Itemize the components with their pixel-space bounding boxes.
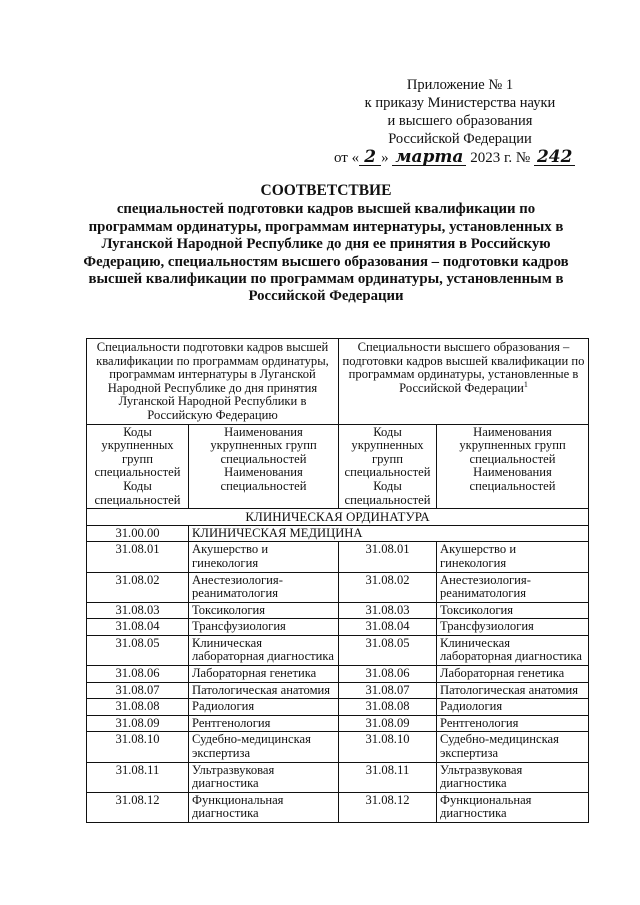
cell-name-rf: Патологическая анатомия bbox=[437, 682, 589, 699]
cell-code-lnr: 31.08.04 bbox=[87, 619, 189, 636]
table-row bbox=[87, 619, 589, 636]
heading-body: специальностей подготовки кадров высшей квалификации по программам ординатуры, программам интернатуры, установленных в Луганской Народной Республике до дня ее принятия в Российскую Федерацию, специальностям высшего образования – подготовки кадров высшей квалификации по программам ординатуры, установленным в Российской Федерации bbox=[83, 201, 569, 305]
cell-code-lnr: 31.08.03 bbox=[87, 602, 189, 619]
table-group-header-row bbox=[87, 339, 589, 425]
appendix-block bbox=[330, 76, 590, 148]
appendix-line: к приказу Министерства науки bbox=[364, 95, 556, 111]
cell-code-rf: 31.08.10 bbox=[339, 732, 437, 762]
cell-code-rf: 31.08.04 bbox=[339, 619, 437, 636]
section-row bbox=[87, 509, 589, 526]
cell-code-lnr: 31.08.02 bbox=[87, 572, 189, 602]
cell-code-lnr: 31.08.01 bbox=[87, 542, 189, 572]
order-year: 2023 г. № bbox=[470, 150, 531, 166]
cell-name-lnr: Ультразвуковая диагностика bbox=[189, 762, 339, 792]
order-date-number bbox=[334, 148, 604, 168]
table-row bbox=[87, 635, 589, 665]
cell-code-rf: 31.08.05 bbox=[339, 635, 437, 665]
correspondence-table bbox=[86, 338, 589, 823]
appendix-line: и высшего образования bbox=[387, 113, 533, 129]
group-name: КЛИНИЧЕСКАЯ МЕДИЦИНА bbox=[189, 525, 589, 542]
cell-name-lnr: Токсикология bbox=[189, 602, 339, 619]
cell-code-rf: 31.08.01 bbox=[339, 542, 437, 572]
cell-name-rf: Токсикология bbox=[437, 602, 589, 619]
group-header-right bbox=[339, 339, 589, 425]
table-body bbox=[87, 542, 589, 823]
cell-name-lnr: Лабораторная генетика bbox=[189, 666, 339, 683]
cell-name-rf: Трансфузиология bbox=[437, 619, 589, 636]
table-row bbox=[87, 732, 589, 762]
col-header-names: Наименования укрупненных групп специальностей Наименования специальностей bbox=[189, 424, 339, 509]
group-code: 31.00.00 bbox=[87, 525, 189, 542]
cell-name-lnr: Рентгенология bbox=[189, 715, 339, 732]
group-header-right-text: Специальности высшего образования – подготовки кадров высшей квалификации по программам ординатуры, установленные в Российской Федерации bbox=[342, 340, 585, 395]
group-header-left: Специальности подготовки кадров высшей квалификации по программам ординатуры, программам интернатуры в Луганской Народной Республике до дня принятия Луганской Народной Республики в Российскую Федерацию bbox=[87, 339, 339, 425]
cell-name-lnr: Патологическая анатомия bbox=[189, 682, 339, 699]
cell-name-rf: Акушерство и гинекология bbox=[437, 542, 589, 572]
table-row bbox=[87, 682, 589, 699]
table-row bbox=[87, 602, 589, 619]
cell-code-lnr: 31.08.09 bbox=[87, 715, 189, 732]
table-row bbox=[87, 792, 589, 822]
cell-code-lnr: 31.08.06 bbox=[87, 666, 189, 683]
cell-code-lnr: 31.08.10 bbox=[87, 732, 189, 762]
table-row bbox=[87, 699, 589, 716]
order-mid: » bbox=[381, 150, 389, 166]
cell-code-lnr: 31.08.11 bbox=[87, 762, 189, 792]
table-row bbox=[87, 572, 589, 602]
cell-code-rf: 31.08.06 bbox=[339, 666, 437, 683]
cell-code-lnr: 31.08.05 bbox=[87, 635, 189, 665]
cell-code-rf: 31.08.03 bbox=[339, 602, 437, 619]
cell-name-lnr: Радиология bbox=[189, 699, 339, 716]
col-header-codes: Коды укрупненных групп специальностей Коды специальностей bbox=[87, 424, 189, 509]
order-prefix: от « bbox=[334, 150, 360, 166]
group-row bbox=[87, 525, 589, 542]
heading-title: СООТВЕТСТВИЕ bbox=[260, 182, 392, 199]
cell-code-rf: 31.08.11 bbox=[339, 762, 437, 792]
table-row bbox=[87, 666, 589, 683]
cell-name-rf: Рентгенология bbox=[437, 715, 589, 732]
cell-name-rf: Функциональная диагностика bbox=[437, 792, 589, 822]
table-row bbox=[87, 762, 589, 792]
col-header-codes: Коды укрупненных групп специальностей Коды специальностей bbox=[339, 424, 437, 509]
cell-code-rf: 31.08.12 bbox=[339, 792, 437, 822]
order-number-handwritten: 242 bbox=[534, 149, 576, 166]
footnote-mark: 1 bbox=[523, 379, 528, 389]
cell-name-lnr: Клиническая лабораторная диагностика bbox=[189, 635, 339, 665]
order-month-handwritten: марта bbox=[392, 149, 466, 166]
appendix-line: Российской Федерации bbox=[388, 131, 532, 147]
cell-code-rf: 31.08.02 bbox=[339, 572, 437, 602]
cell-name-lnr: Трансфузиология bbox=[189, 619, 339, 636]
cell-name-rf: Радиология bbox=[437, 699, 589, 716]
table-row bbox=[87, 542, 589, 572]
appendix-line: Приложение № 1 bbox=[406, 77, 514, 93]
cell-name-rf: Судебно-медицинская экспертиза bbox=[437, 732, 589, 762]
cell-name-rf: Клиническая лабораторная диагностика bbox=[437, 635, 589, 665]
cell-name-rf: Ультразвуковая диагностика bbox=[437, 762, 589, 792]
cell-code-lnr: 31.08.07 bbox=[87, 682, 189, 699]
cell-name-lnr: Анестезиология-реаниматология bbox=[189, 572, 339, 602]
col-header-names: Наименования укрупненных групп специальностей Наименования специальностей bbox=[437, 424, 589, 509]
order-day-handwritten: 2 bbox=[359, 149, 381, 166]
cell-code-lnr: 31.08.08 bbox=[87, 699, 189, 716]
cell-name-rf: Анестезиология-реаниматология bbox=[437, 572, 589, 602]
cell-code-rf: 31.08.09 bbox=[339, 715, 437, 732]
cell-name-lnr: Функциональная диагностика bbox=[189, 792, 339, 822]
table-column-header-row bbox=[87, 424, 589, 509]
cell-code-rf: 31.08.08 bbox=[339, 699, 437, 716]
cell-name-rf: Лабораторная генетика bbox=[437, 666, 589, 683]
cell-code-lnr: 31.08.12 bbox=[87, 792, 189, 822]
document-heading bbox=[80, 182, 572, 306]
cell-name-lnr: Судебно-медицинская экспертиза bbox=[189, 732, 339, 762]
cell-code-rf: 31.08.07 bbox=[339, 682, 437, 699]
cell-name-lnr: Акушерство и гинекология bbox=[189, 542, 339, 572]
section-title: КЛИНИЧЕСКАЯ ОРДИНАТУРА bbox=[87, 509, 589, 526]
table-row bbox=[87, 715, 589, 732]
